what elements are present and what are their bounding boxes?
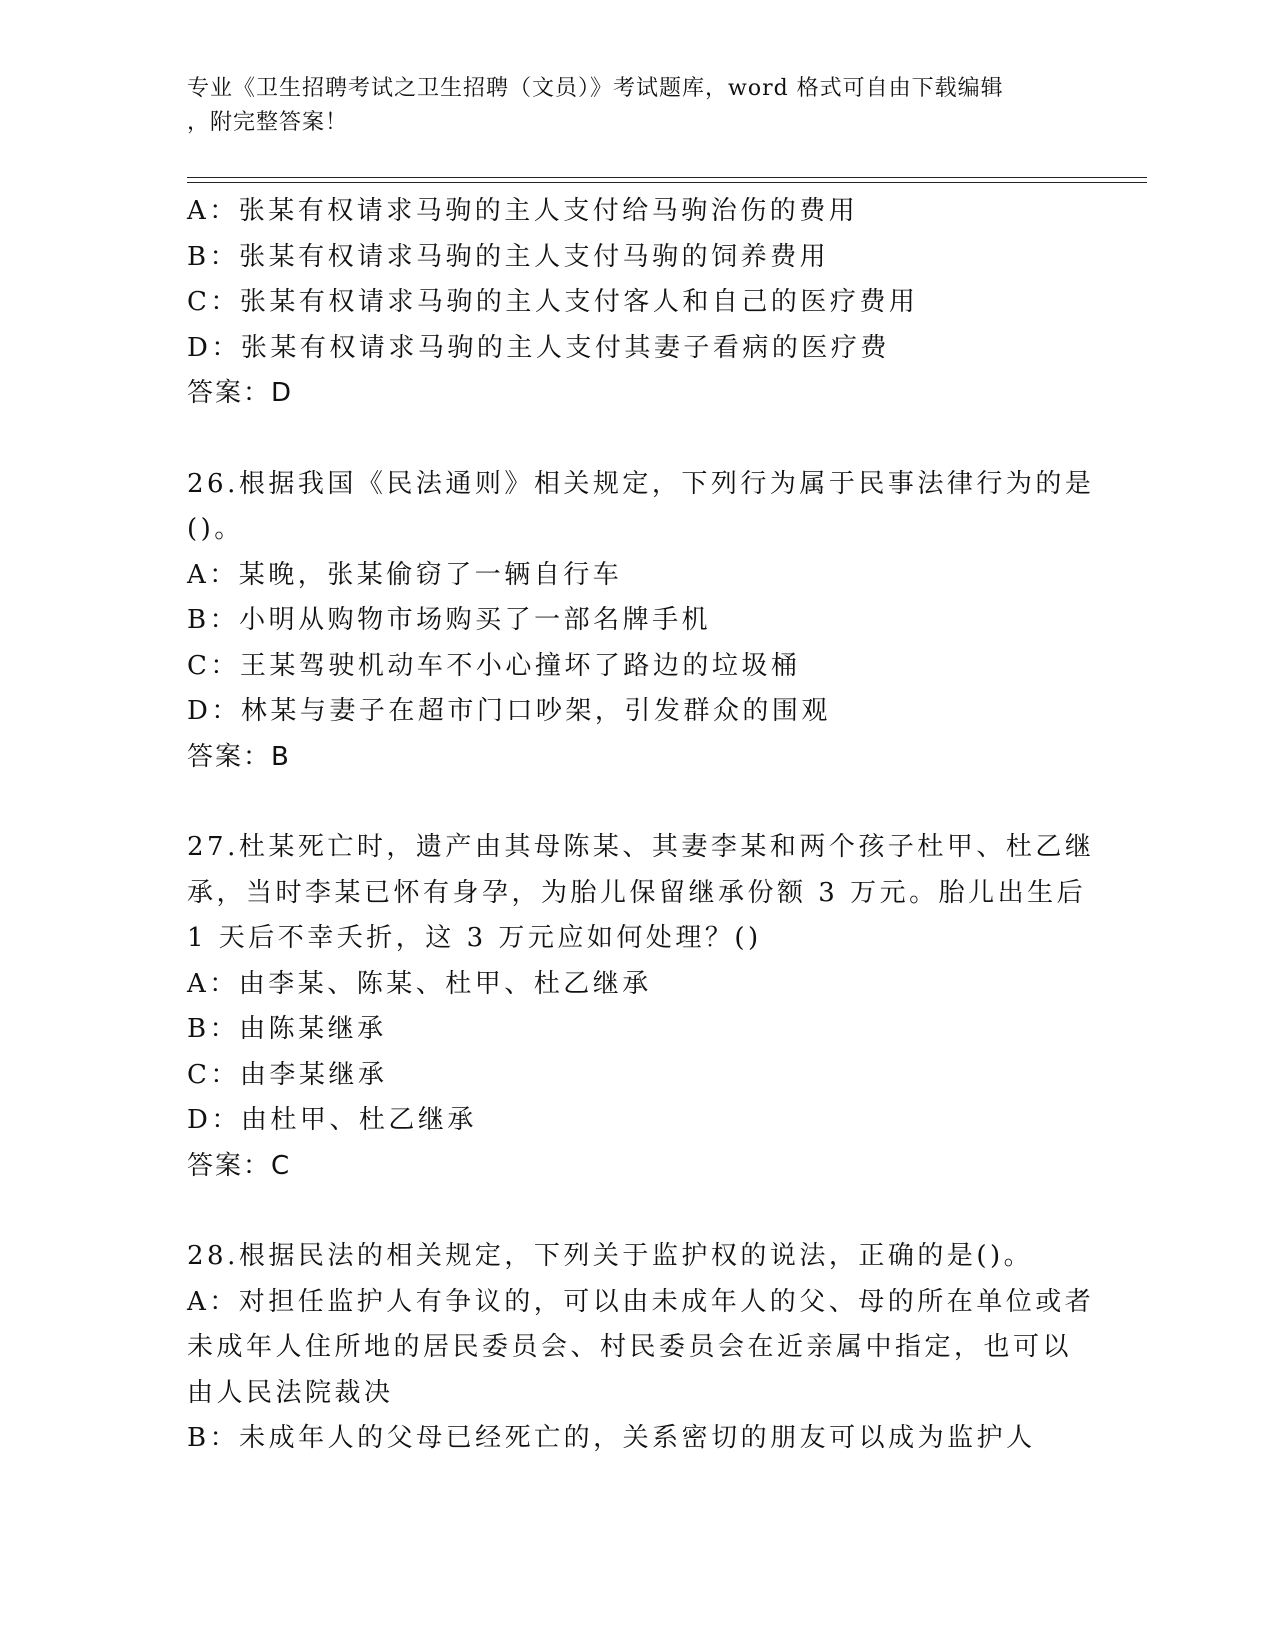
- question-25: [187, 189, 1077, 417]
- option-a: A：对担任监护人有争议的，可以由未成年人的父、母的所在单位或者: [187, 1286, 1095, 1317]
- question-content: [187, 189, 1095, 1462]
- question-stem-line: ()。: [187, 514, 244, 544]
- option-c: C：张某有权请求马驹的主人支付客人和自己的医疗费用: [187, 287, 919, 317]
- option-b: B：小明从购物市场购买了一部名牌手机: [187, 605, 712, 635]
- option-a: A：由李某、陈某、杜甲、杜乙继承: [187, 968, 652, 999]
- question-stem-line: 27.杜某死亡时，遗产由其母陈某、其妻李某和两个孩子杜甲、杜乙继: [187, 832, 1095, 862]
- option-a: A：某晚，张某偷窃了一辆自行车: [187, 559, 623, 590]
- question-27: [187, 825, 1095, 1189]
- option-c: C：由李某继承: [187, 1059, 388, 1090]
- header-rule-top: [187, 177, 1147, 178]
- question-stem-line: 1 天后不幸夭折，这 3 万元应如何处理？(): [187, 923, 762, 953]
- option-d: D：林某与妻子在超市门口吵架，引发群众的围观: [187, 696, 831, 726]
- option-d: D：由杜甲、杜乙继承: [187, 1105, 477, 1135]
- answer: 答案：D: [187, 378, 294, 408]
- option-b: B：由陈某继承: [187, 1014, 387, 1044]
- question-28: [187, 1234, 1095, 1462]
- option-a-continued: 由人民法院裁决: [187, 1377, 394, 1408]
- header-rule-bottom: [187, 182, 1147, 183]
- header-line-2: ，附完整答案！: [187, 110, 349, 135]
- question-26: [187, 462, 1095, 781]
- option-b: B：张某有权请求马驹的主人支付马驹的饲养费用: [187, 241, 830, 272]
- question-stem-line: 承，当时李某已怀有身孕，为胎儿保留继承份额 3 万元。胎儿出生后: [187, 877, 1087, 908]
- page-header: [187, 72, 1067, 140]
- spacer: [187, 1189, 1077, 1234]
- option-a: A：张某有权请求马驹的主人支付给马驹治伤的费用: [187, 196, 859, 226]
- option-d: D：张某有权请求马驹的主人支付其妻子看病的医疗费: [187, 332, 890, 363]
- answer: 答案：C: [187, 1150, 292, 1181]
- spacer: [187, 417, 1077, 462]
- option-a-continued: 未成年人住所地的居民委员会、村民委员会在近亲属中指定，也可以: [187, 1332, 1073, 1362]
- answer: 答案：B: [187, 741, 291, 772]
- question-stem-line: 28.根据民法的相关规定，下列关于监护权的说法，正确的是()。: [187, 1241, 1034, 1271]
- option-c: C：王某驾驶机动车不小心撞坏了路边的垃圾桶: [187, 650, 801, 681]
- option-b: B：未成年人的父母已经死亡的，关系密切的朋友可以成为监护人: [187, 1423, 1036, 1453]
- spacer: [187, 780, 1077, 825]
- question-stem-line: 26.根据我国《民法通则》相关规定，下列行为属于民事法律行为的是: [187, 468, 1095, 499]
- header-line-1: 专业《卫生招聘考试之卫生招聘（文员）》考试题库，word 格式可自由下载编辑: [187, 76, 1004, 101]
